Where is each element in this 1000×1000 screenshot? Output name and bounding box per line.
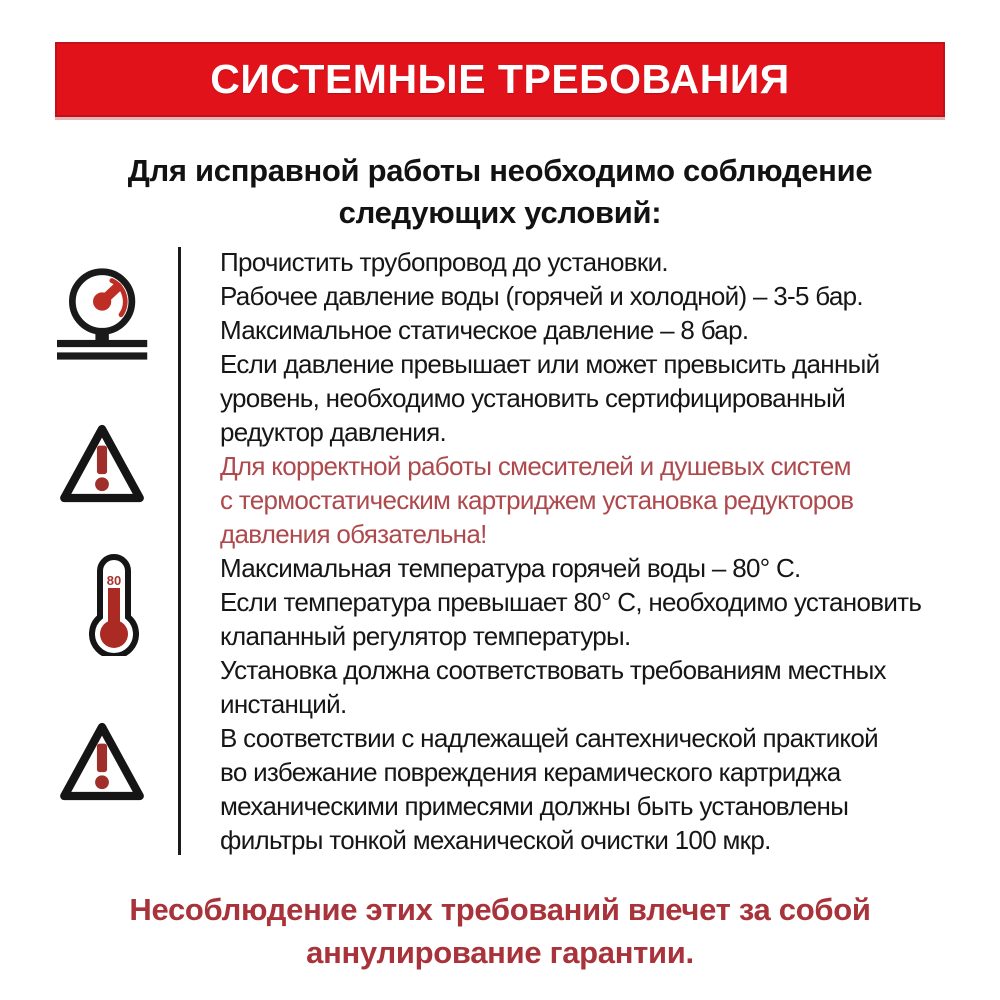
- requirement-line: В соответствии с надлежащей сантехнической практикой: [220, 723, 878, 753]
- subtitle-line-1: Для исправной работы необходимо соблюдение: [127, 153, 873, 188]
- requirements-text: [220, 245, 946, 857]
- vertical-divider: [178, 247, 181, 855]
- pressure-gauge-icon: [57, 263, 153, 365]
- requirement-line: фильтры тонкой механической очистки 100 мкр.: [220, 825, 771, 855]
- requirement-line: Если температура превышает 80° С, необходимо установить: [220, 587, 922, 617]
- requirement-line-emphasis: давления обязательна!: [220, 519, 487, 549]
- requirement-line: механическими примесями должны быть установлены: [220, 791, 849, 821]
- requirement-line: Максимальное статическое давление – 8 бар.: [220, 315, 749, 345]
- warranty-warning: [0, 888, 1000, 974]
- requirement-line: Рабочее давление воды (горячей и холодной) – 3-5 бар.: [220, 281, 863, 311]
- requirement-line: Установка должна соответствовать требованиям местных: [220, 655, 886, 685]
- requirement-line: Прочистить трубопровод до установки.: [220, 247, 668, 277]
- subtitle-line-2: следующих условий:: [338, 195, 662, 230]
- warranty-warning-line-1: Несоблюдение этих требований влечет за собой: [129, 892, 871, 927]
- requirement-line-emphasis: с термостатическим картриджем установка редукторов: [220, 485, 854, 515]
- requirement-line: Если давление превышает или может превысить данный: [220, 349, 880, 379]
- requirement-line: инстанций.: [220, 689, 347, 719]
- requirements-section: [55, 245, 945, 863]
- page-title: СИСТЕМНЫЕ ТРЕБОВАНИЯ: [210, 56, 790, 102]
- thermometer-80-label: 80: [106, 573, 122, 588]
- requirement-line: уровень, необходимо установить сертифицированный: [220, 383, 846, 413]
- requirement-line: во избежание повреждения керамического картриджа: [220, 757, 841, 787]
- warning-triangle-icon: [56, 719, 148, 805]
- warning-triangle-icon: [56, 421, 148, 507]
- requirement-line-emphasis: Для корректной работы смесителей и душевых систем: [220, 451, 851, 481]
- thermometer-icon: [86, 554, 142, 656]
- requirement-line: редуктор давления.: [220, 417, 447, 447]
- requirement-line: Максимальная температура горячей воды – 80° С.: [220, 553, 801, 583]
- header-banner: [55, 42, 945, 117]
- subtitle: [0, 150, 1000, 234]
- requirement-line: клапанный регулятор температуры.: [220, 621, 631, 651]
- warranty-warning-line-2: аннулирование гарантии.: [306, 935, 694, 970]
